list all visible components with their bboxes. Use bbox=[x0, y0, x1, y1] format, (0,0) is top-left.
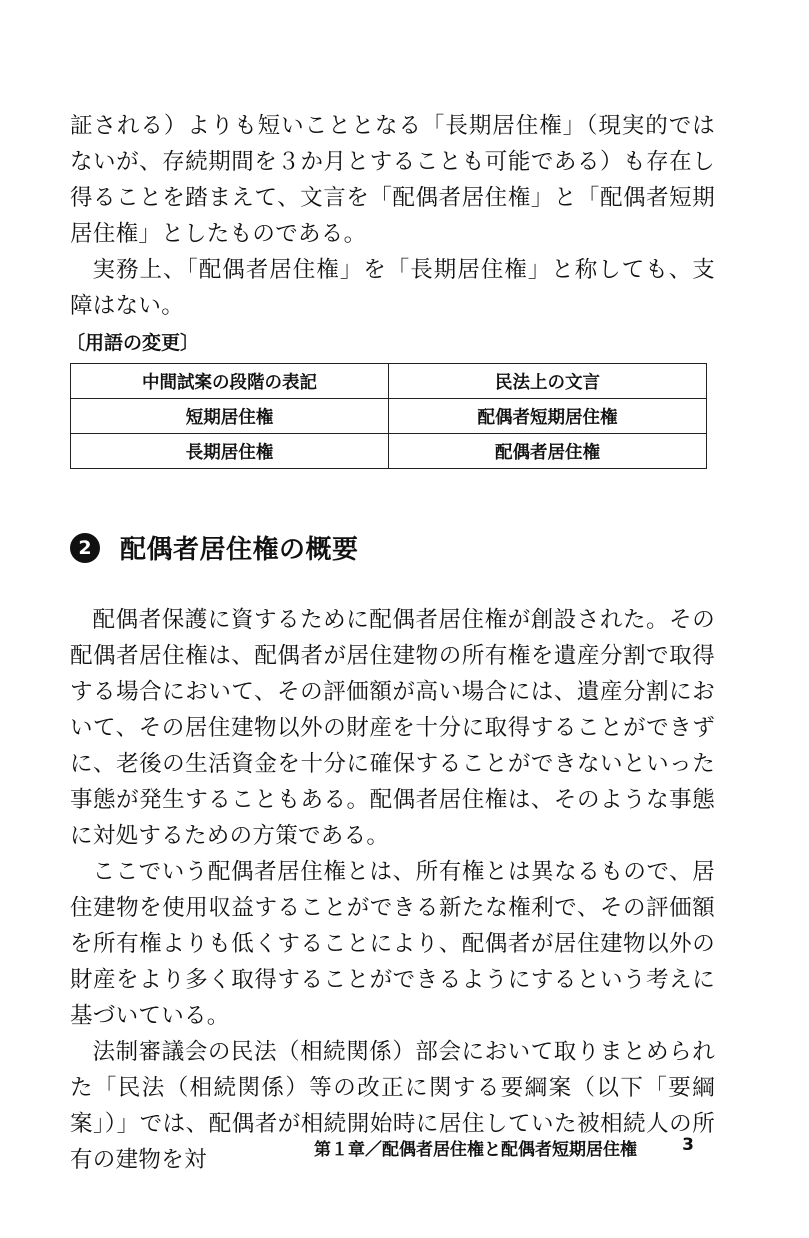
page-number: 3 bbox=[682, 1135, 694, 1155]
section-heading bbox=[70, 529, 715, 566]
table-cell: 長期居住権 bbox=[71, 434, 389, 469]
paragraph: 法制審議会の民法（相続関係）部会において取りまとめられた「民法（相続関係）等の改正に関する要綱案（以下「要綱案」）」では、配偶者が相続開始時に居住していた被相続人の所有の建物を対 bbox=[70, 1039, 715, 1173]
section-number-badge: 2 bbox=[70, 533, 100, 563]
table-header: 民法上の文言 bbox=[389, 364, 707, 399]
chapter-title: 第１章／配偶者居住権と配偶者短期居住権 bbox=[314, 1140, 637, 1160]
paragraph: 証される）よりも短いこととなる「長期居住権」（現実的ではないが、存続期間を３か月とすることも可能である）も存在し得ることを踏まえて、文言を「配偶者居住権」と「配偶者短期居住権」としたものである。 bbox=[70, 113, 715, 247]
section-title: 配偶者居住権の概要 bbox=[120, 535, 359, 565]
table-row bbox=[71, 399, 707, 434]
table-cell: 短期居住権 bbox=[71, 399, 389, 434]
table-row bbox=[71, 434, 707, 469]
table-cell: 配偶者短期居住権 bbox=[389, 399, 707, 434]
paragraph: 実務上、「配偶者居住権」を「長期居住権」と称しても、支障はない。 bbox=[70, 257, 715, 319]
page-footer bbox=[314, 1135, 694, 1160]
page-body bbox=[66, 108, 715, 1178]
terms-heading: 〔用語の変更〕 bbox=[66, 332, 200, 354]
table-header-row bbox=[71, 364, 707, 399]
table-cell: 配偶者居住権 bbox=[389, 434, 707, 469]
paragraph: 配偶者保護に資するために配偶者居住権が創設された。その配偶者居住権は、配偶者が居住建物の所有権を遺産分割で取得する場合において、その評価額が高い場合には、遺産分割において、その居住建物以外の財産を十分に取得することができずに、老後の生活資金を十分に確保することができないといった事態が発生することもある。配偶者居住権は、そのような事態に対処するための方策である。 bbox=[70, 607, 715, 849]
table-header: 中間試案の段階の表記 bbox=[71, 364, 389, 399]
paragraph: ここでいう配偶者居住権とは、所有権とは異なるもので、居住建物を使用収益することができる新たな権利で、その評価額を所有権よりも低くすることにより、配偶者が居住建物以外の財産をより多く取得することができるようにするという考えに基づいている。 bbox=[70, 859, 715, 1029]
terms-table bbox=[70, 363, 707, 469]
